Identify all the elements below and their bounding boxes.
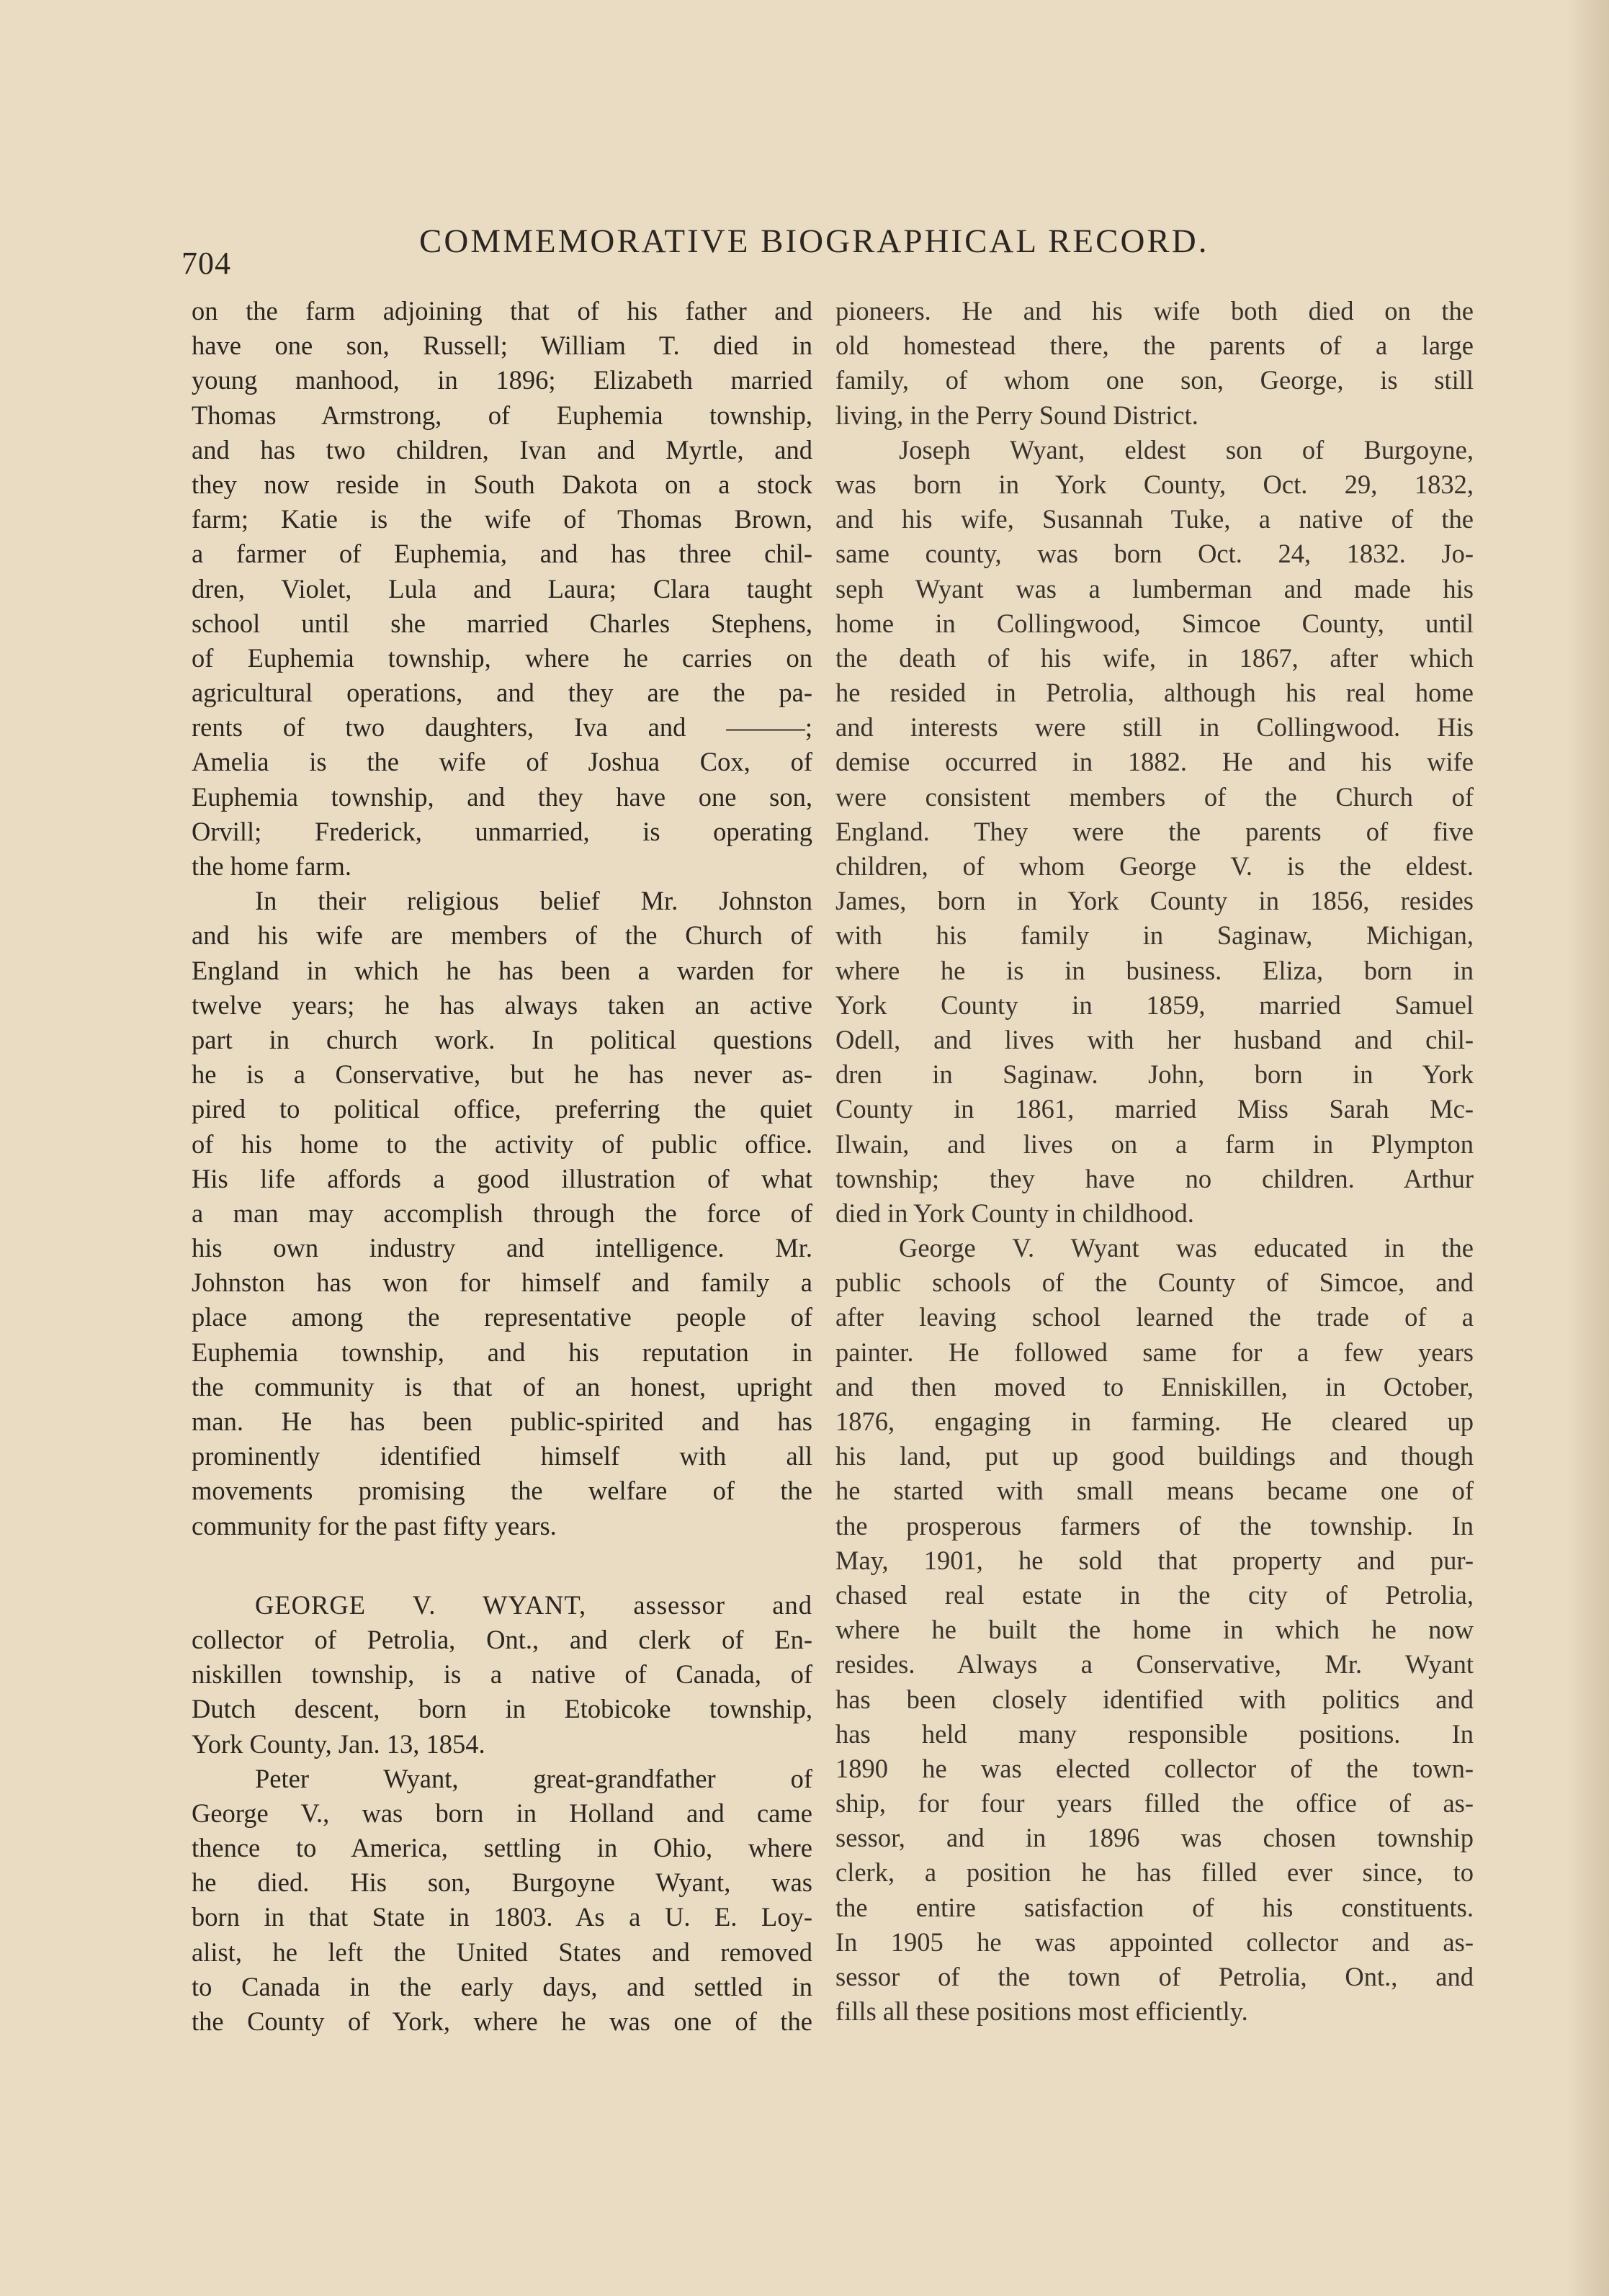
text-line: fills all these positions most efficiently. xyxy=(835,1996,1248,2027)
page-edge-shadow xyxy=(1566,0,1609,2296)
text-line: children, of whom George V. is the eldest. xyxy=(835,851,1474,881)
text-line: where he built the home in which he now xyxy=(835,1615,1474,1645)
text-line: they now reside in South Dakota on a stock xyxy=(192,469,812,499)
text-line: George V., was born in Holland and came xyxy=(192,1798,812,1828)
text-line: 1890 he was elected collector of the town- xyxy=(835,1753,1474,1783)
text-line: England in which he has been a warden for xyxy=(192,955,812,985)
text-line: resides. Always a Conservative, Mr. Wyant xyxy=(835,1649,1474,1680)
text-line: has held many responsible positions. In xyxy=(835,1718,1474,1749)
text-line: York County in 1859, married Samuel xyxy=(835,990,1474,1020)
text-line: James, born in York County in 1856, resides xyxy=(835,886,1474,916)
text-line: In their religious belief Mr. Johnston xyxy=(255,886,812,916)
text-line: Ilwain, and lives on a farm in Plympton xyxy=(835,1129,1474,1159)
text-line: pired to political office, preferring the quiet xyxy=(192,1094,812,1124)
text-line: sessor of the town of Petrolia, Ont., and xyxy=(835,1962,1474,1991)
text-line: have one son, Russell; William T. died in xyxy=(192,331,812,361)
text-line: of his home to the activity of public office. xyxy=(192,1129,812,1159)
text-line: 1876, engaging in farming. He cleared up xyxy=(835,1407,1474,1436)
text-line: he is a Conservative, but he has never as- xyxy=(192,1059,812,1090)
text-line: County in 1861, married Miss Sarah Mc- xyxy=(835,1094,1474,1124)
text-line: Dutch descent, born in Etobicoke township, xyxy=(192,1694,812,1724)
text-line: part in church work. In political questions xyxy=(192,1024,812,1054)
page-title: COMMEMORATIVE BIOGRAPHICAL RECORD. xyxy=(419,223,1209,260)
text-line: was born in York County, Oct. 29, 1832, xyxy=(835,469,1474,499)
text-line: and his wife, Susannah Tuke, a native of the xyxy=(835,504,1474,534)
text-line: twelve years; he has always taken an active xyxy=(192,990,812,1020)
text-line: he died. His son, Burgoyne Wyant, was xyxy=(192,1867,812,1898)
text-line: In 1905 he was appointed collector and as- xyxy=(835,1927,1474,1957)
text-line: and has two children, Ivan and Myrtle, and xyxy=(192,434,812,465)
text-line: living, in the Perry Sound District. xyxy=(835,400,1198,430)
page-number: 704 xyxy=(181,246,231,281)
text-line: born in that State in 1803. As a U. E. Loy- xyxy=(192,1902,812,1932)
text-line: painter. He followed same for a few years xyxy=(835,1337,1474,1367)
text-line: township; they have no children. Arthur xyxy=(835,1163,1474,1193)
text-line: community for the past fifty years. xyxy=(192,1510,557,1541)
text-line: Joseph Wyant, eldest son of Burgoyne, xyxy=(899,434,1474,465)
text-line: chased real estate in the city of Petrolia, xyxy=(835,1579,1474,1610)
text-line: to Canada in the early days, and settled in xyxy=(192,1971,812,2001)
text-line: George V. Wyant was educated in the xyxy=(899,1233,1474,1263)
text-line: same county, was born Oct. 24, 1832. Jo- xyxy=(835,539,1474,569)
text-line: the death of his wife, in 1867, after which xyxy=(835,642,1474,673)
text-line: niskillen township, is a native of Canada, of xyxy=(192,1659,812,1690)
text-line: his own industry and intelligence. Mr. xyxy=(192,1233,812,1263)
text-line: dren in Saginaw. John, born in York xyxy=(835,1059,1474,1090)
text-line: a farmer of Euphemia, and has three chil- xyxy=(192,539,812,569)
text-line: died in York County in childhood. xyxy=(835,1198,1194,1228)
text-line: Amelia is the wife of Joshua Cox, of xyxy=(192,747,812,777)
text-line: has been closely identified with politics and xyxy=(835,1684,1474,1714)
text-line: England. They were the parents of five xyxy=(835,816,1474,846)
text-line: Thomas Armstrong, of Euphemia township, xyxy=(192,400,812,430)
text-line: the prosperous farmers of the township. In xyxy=(835,1510,1474,1541)
text-line: and interests were still in Collingwood. His xyxy=(835,712,1474,743)
text-line: place among the representative people of xyxy=(192,1302,812,1332)
text-line: Euphemia township, and they have one son, xyxy=(192,781,812,812)
text-line: collector of Petrolia, Ont., and clerk of En- xyxy=(192,1624,812,1654)
text-line: pioneers. He and his wife both died on the xyxy=(835,296,1474,326)
section-gap xyxy=(192,1543,812,1588)
text-line: Orvill; Frederick, unmarried, is operating xyxy=(192,816,812,846)
text-line: where he is in business. Eliza, born in xyxy=(835,955,1474,985)
text-line: clerk, a position he has filled ever since, to xyxy=(835,1857,1474,1888)
text-line: York County, Jan. 13, 1854. xyxy=(192,1728,485,1759)
text-line: sessor, and in 1896 was chosen township xyxy=(835,1823,1474,1853)
text-line: ship, for four years filled the office of as- xyxy=(835,1788,1474,1819)
text-line: movements promising the welfare of the xyxy=(192,1476,812,1506)
text-line: with his family in Saginaw, Michigan, xyxy=(835,920,1474,951)
text-line: thence to America, settling in Ohio, where xyxy=(192,1833,812,1863)
text-line: prominently identified himself with all xyxy=(192,1441,812,1471)
text-line: of Euphemia township, where he carries on xyxy=(192,642,812,673)
text-line: dren, Violet, Lula and Laura; Clara taught xyxy=(192,573,812,604)
text-line: demise occurred in 1882. He and his wife xyxy=(835,747,1474,777)
text-line: alist, he left the United States and removed xyxy=(192,1937,812,1967)
text-line: the home farm. xyxy=(192,851,351,881)
text-line: school until she married Charles Stephens, xyxy=(192,608,812,638)
running-head xyxy=(181,218,1500,281)
text-line: young manhood, in 1896; Elizabeth married xyxy=(192,365,812,395)
text-line: man. He has been public-spirited and has xyxy=(192,1407,812,1436)
text-line: old homestead there, the parents of a large xyxy=(835,331,1474,361)
text-line: farm; Katie is the wife of Thomas Brown, xyxy=(192,504,812,534)
text-line: seph Wyant was a lumberman and made his xyxy=(835,573,1474,604)
text-line: public schools of the County of Simcoe, and xyxy=(835,1268,1474,1298)
section-heading-line: GEORGE V. WYANT, assessor and xyxy=(255,1589,812,1620)
text-line: rents of two daughters, Iva and ———; xyxy=(192,712,812,743)
text-line: a man may accomplish through the force of xyxy=(192,1198,812,1228)
text-line: Euphemia township, and his reputation in xyxy=(192,1337,812,1367)
text-line: on the farm adjoining that of his father and xyxy=(192,296,812,326)
text-line: were consistent members of the Church of xyxy=(835,781,1474,812)
text-line: Odell, and lives with her husband and chil- xyxy=(835,1024,1474,1054)
text-line: his land, put up good buildings and though xyxy=(835,1441,1474,1471)
text-line: agricultural operations, and they are the pa- xyxy=(192,678,812,708)
text-line: May, 1901, he sold that property and pur- xyxy=(835,1545,1474,1575)
text-line: family, of whom one son, George, is still xyxy=(835,365,1474,395)
text-line: His life affords a good illustration of what xyxy=(192,1163,812,1193)
text-line: after leaving school learned the trade of a xyxy=(835,1302,1474,1332)
right-column xyxy=(835,294,1474,2029)
text-line: the entire satisfaction of his constituents. xyxy=(835,1892,1474,1922)
text-line: the County of York, where he was one of the xyxy=(192,2006,812,2036)
text-line: he started with small means became one of xyxy=(835,1476,1474,1506)
left-column xyxy=(192,294,812,2039)
text-line: Peter Wyant, great-grandfather of xyxy=(255,1763,812,1793)
text-line: he resided in Petrolia, although his real home xyxy=(835,678,1474,708)
text-line: Johnston has won for himself and family a xyxy=(192,1268,812,1298)
text-line: the community is that of an honest, upright xyxy=(192,1371,812,1402)
text-line: home in Collingwood, Simcoe County, until xyxy=(835,608,1474,638)
text-line: and then moved to Enniskillen, in October, xyxy=(835,1371,1474,1402)
text-line: and his wife are members of the Church of xyxy=(192,920,812,951)
